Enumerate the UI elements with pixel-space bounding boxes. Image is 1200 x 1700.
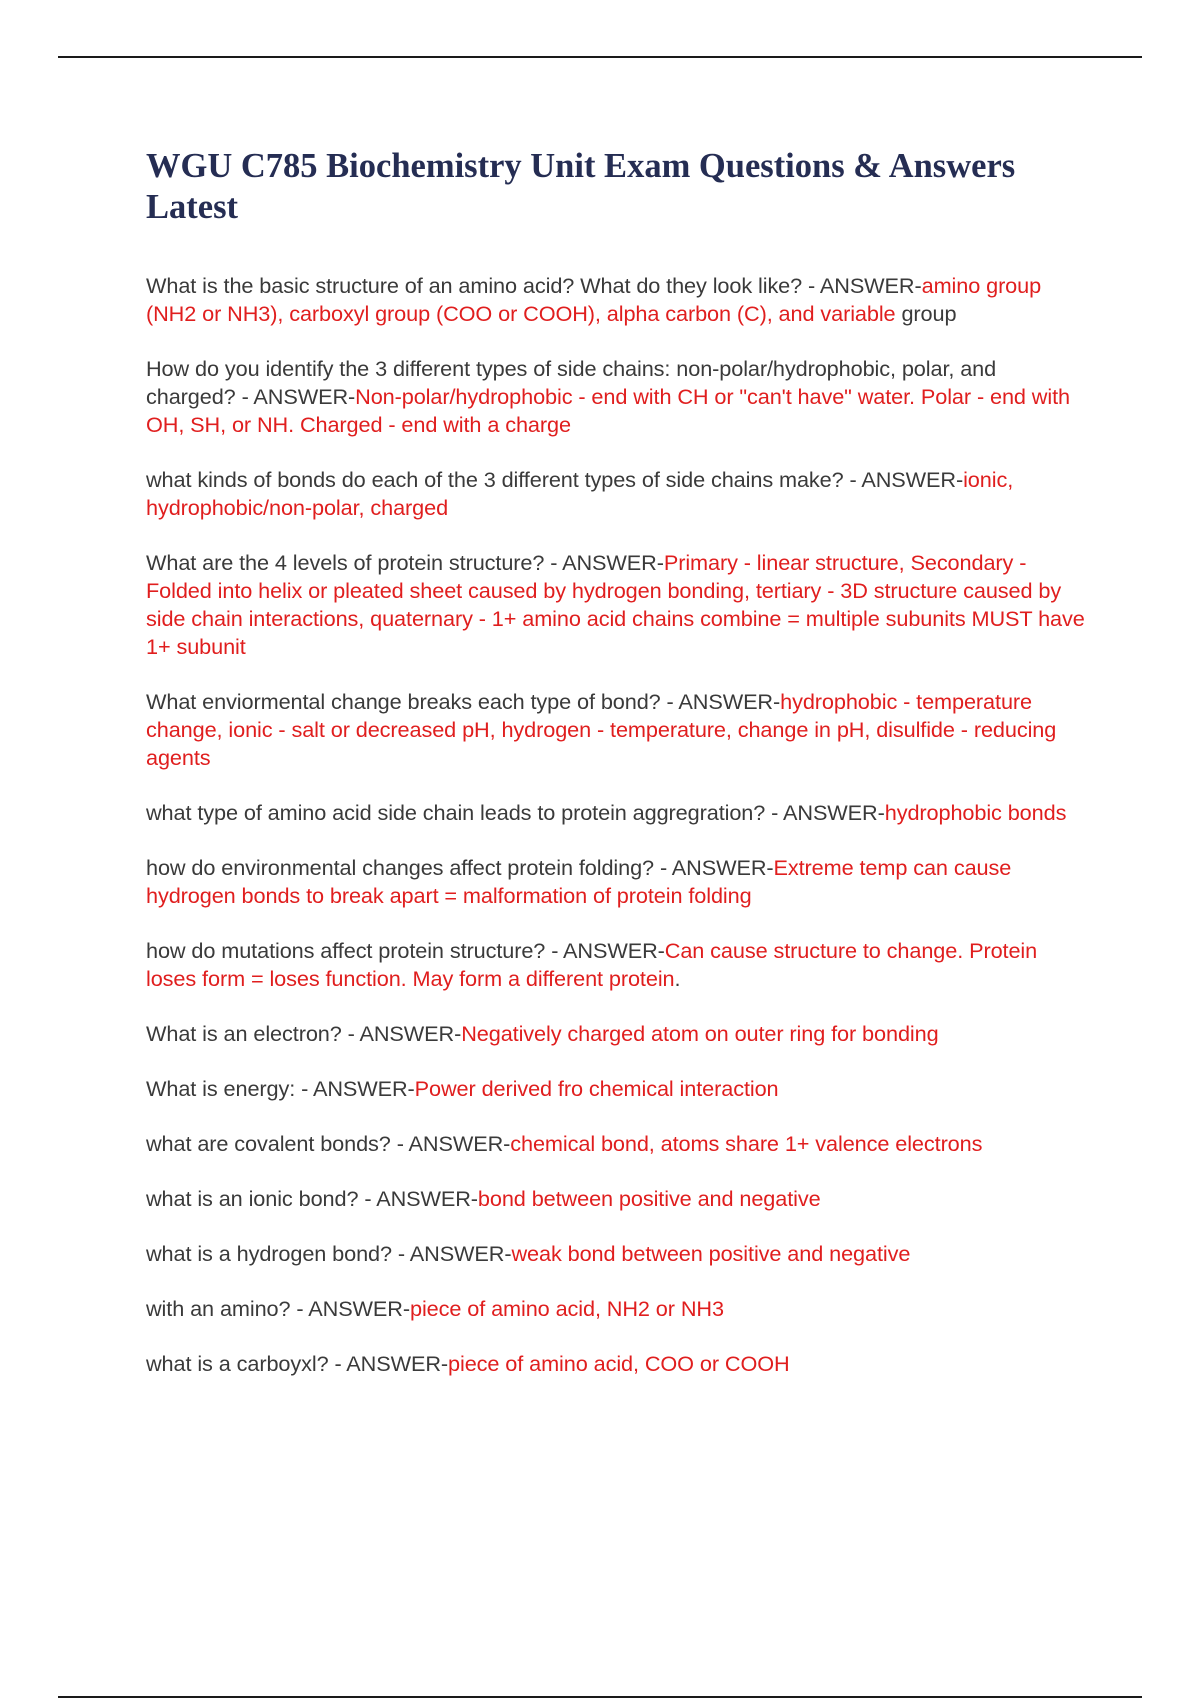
qa-item xyxy=(146,1350,1091,1378)
answer-separator: - ANSWER- xyxy=(843,467,964,492)
question-text: what kinds of bonds do each of the 3 different types of side chains make? xyxy=(146,467,844,492)
qa-item xyxy=(146,272,1091,328)
answer-separator: - ANSWER- xyxy=(341,1021,462,1046)
question-text: what is a hydrogen bond? xyxy=(146,1241,392,1266)
answer-text: hydrophobic - temperature change, ionic - salt or decreased pH, hydrogen - temperature, change in pH, disulfide - reducing agents xyxy=(146,689,1057,770)
question-text: how do mutations affect protein structure? xyxy=(146,938,546,963)
answer-separator: - ANSWER- xyxy=(358,1186,478,1211)
answer-separator: - ANSWER- xyxy=(391,1241,512,1266)
qa-item xyxy=(146,1240,1091,1268)
answer-separator: - ANSWER- xyxy=(765,800,885,825)
answer-separator: - ANSWER- xyxy=(654,855,774,880)
document-title: WGU C785 Biochemistry Unit Exam Questions & Answers Latest xyxy=(146,147,1016,226)
answer-text: ionic, hydrophobic/non-polar, charged xyxy=(146,467,1014,520)
question-text: what is an ionic bond? xyxy=(146,1186,359,1211)
qa-item xyxy=(146,466,1091,522)
question-text: What is the basic structure of an amino acid? What do they look like? xyxy=(146,273,803,298)
answer-separator: - ANSWER- xyxy=(660,689,781,714)
qa-item xyxy=(146,1295,1091,1323)
question-text: What enviormental change breaks each type of bond? xyxy=(146,689,661,714)
question-text: how do environmental changes affect protein folding? xyxy=(146,855,655,880)
answer-text: Extreme temp can cause hydrogen bonds to break apart = malformation of protein folding xyxy=(146,855,1012,908)
answer-text: Power derived fro chemical interaction xyxy=(414,1076,779,1101)
question-text: What are the 4 levels of protein structure? xyxy=(146,550,545,575)
answer-text: Primary - linear structure, Secondary - Folded into helix or pleated sheet caused by hydrogen bonding, tertiary - 3D structure caused by side chain interactions, quaternary - 1+ amino acid chains combine = multiple subunits MUST have 1+ subunit xyxy=(146,550,1085,659)
qa-item xyxy=(146,1075,1091,1103)
answer-text: hydrophobic bonds xyxy=(884,800,1067,825)
answer-text: chemical bond, atoms share 1+ valence electrons xyxy=(510,1131,983,1156)
question-text: what type of amino acid side chain leads to protein aggregration? xyxy=(146,800,766,825)
question-text: what is a carboyxl? xyxy=(146,1351,329,1376)
answer-text: weak bond between positive and negative xyxy=(511,1241,911,1266)
answer-tail: . xyxy=(674,966,681,991)
answer-text: piece of amino acid, COO or COOH xyxy=(448,1351,790,1376)
question-text: What is an electron? xyxy=(146,1021,342,1046)
document-body xyxy=(146,146,1091,1405)
answer-separator: - ANSWER- xyxy=(295,1076,415,1101)
answer-text: bond between positive and negative xyxy=(477,1186,821,1211)
qa-list xyxy=(146,272,1091,1378)
qa-item xyxy=(146,688,1091,772)
qa-item xyxy=(146,799,1091,827)
qa-item xyxy=(146,355,1091,439)
answer-text: Negatively charged atom on outer ring for bonding xyxy=(461,1021,939,1046)
qa-item xyxy=(146,1130,1091,1158)
answer-text: piece of amino acid, NH2 or NH3 xyxy=(409,1296,724,1321)
answer-text: Can cause structure to change. Protein loses form = loses function. May form a different protein xyxy=(146,938,1038,991)
answer-separator: - ANSWER- xyxy=(544,550,664,575)
answer-separator: - ANSWER- xyxy=(235,384,356,409)
qa-item xyxy=(146,1185,1091,1213)
answer-separator: - ANSWER- xyxy=(390,1131,511,1156)
footer-rule xyxy=(58,1696,1142,1698)
answer-text: Non-polar/hydrophobic - end with CH or "can't have" water. Polar - end with OH, SH, or NH. Charged - end with a charge xyxy=(146,384,1070,437)
header-rule xyxy=(58,56,1142,58)
qa-item xyxy=(146,1020,1091,1048)
question-text: what are covalent bonds? xyxy=(146,1131,391,1156)
question-text: How do you identify the 3 different types of side chains: non-polar/hydrophobic, polar, and charged? xyxy=(146,356,997,409)
answer-text: amino group (NH2 or NH3), carboxyl group (COO or COOH), alpha carbon (C), and variable xyxy=(146,273,1042,326)
qa-item xyxy=(146,854,1091,910)
answer-separator: - ANSWER- xyxy=(802,273,922,298)
answer-separator: - ANSWER- xyxy=(328,1351,449,1376)
answer-separator: - ANSWER- xyxy=(545,938,665,963)
qa-item xyxy=(146,937,1091,993)
answer-tail: group xyxy=(895,301,957,326)
qa-item xyxy=(146,549,1091,661)
question-text: with an amino? xyxy=(146,1296,291,1321)
question-text: What is energy: xyxy=(146,1076,296,1101)
answer-separator: - ANSWER- xyxy=(290,1296,410,1321)
